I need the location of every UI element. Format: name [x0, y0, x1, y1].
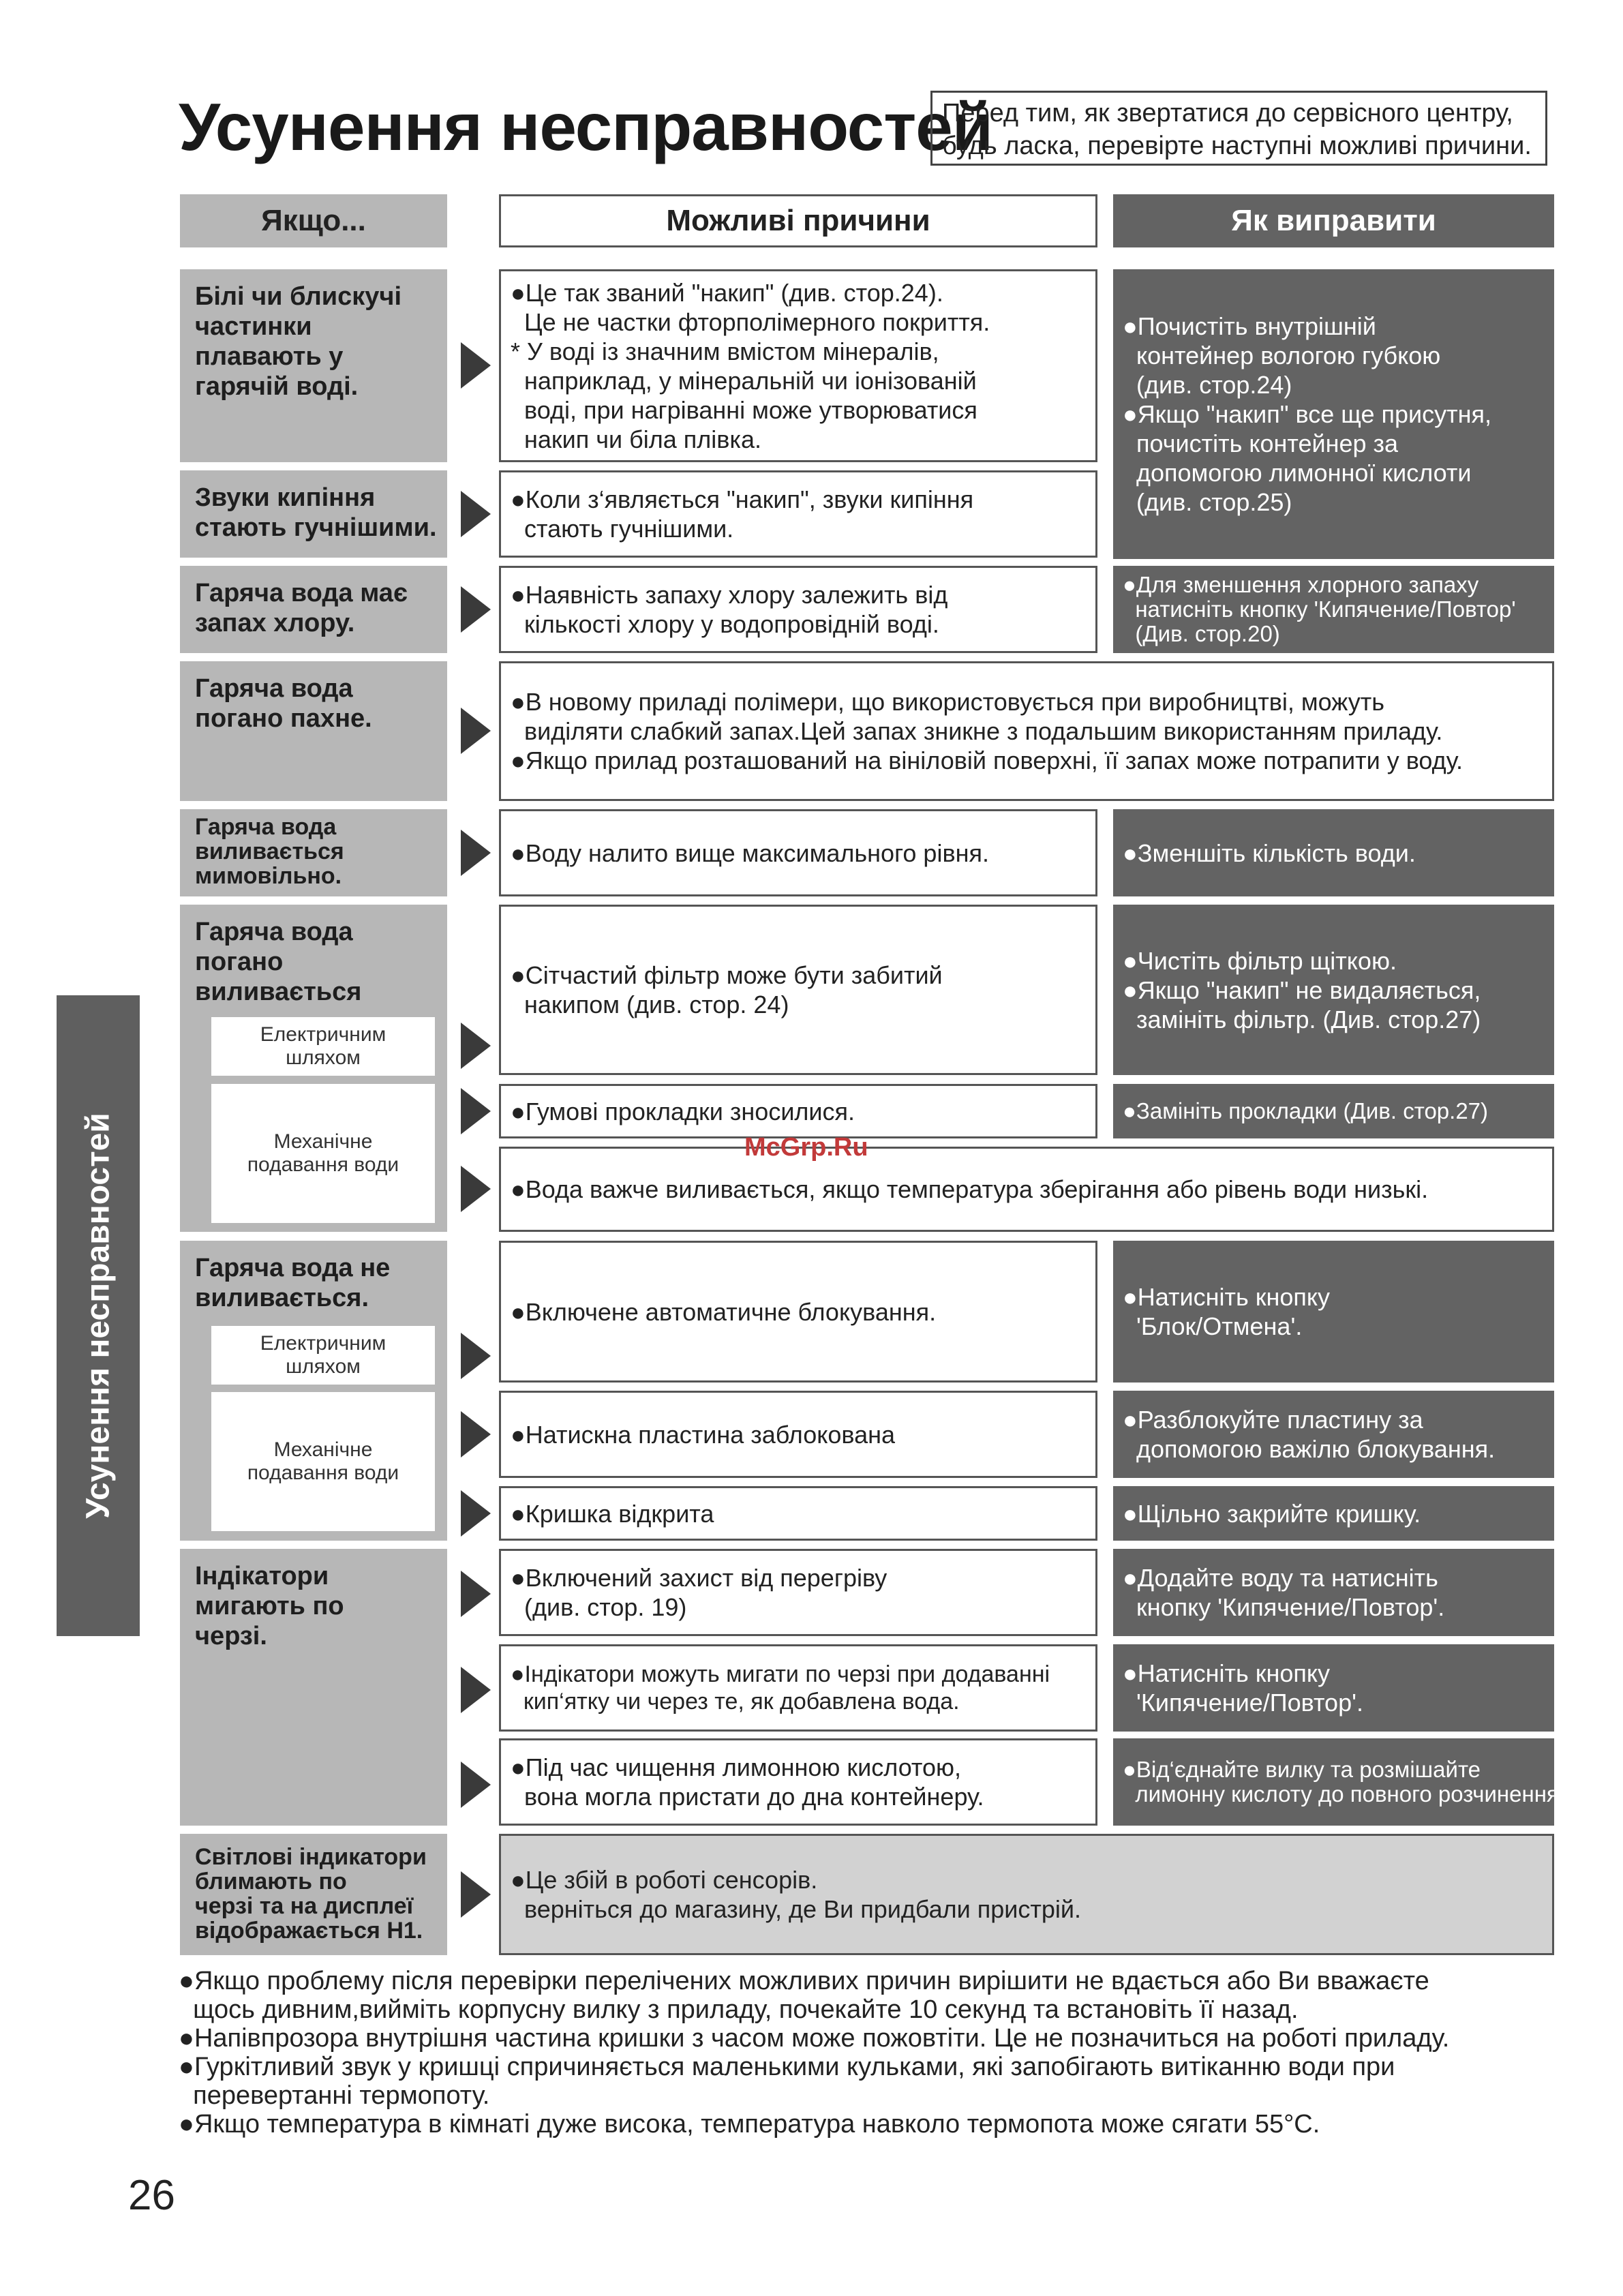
cause-boiling-water-added [499, 1644, 1097, 1732]
cause-line: ●Кришка відкрита [511, 1499, 714, 1528]
fix-line: замініть фільтр. (Див. стор.27) [1123, 1005, 1481, 1033]
note-line: ●Якщо температура в кімнаті дуже висока, температура навколо термопота може сягати 55°C. [179, 2110, 1320, 2139]
side-tab-label: Усунення несправностей [80, 1113, 117, 1519]
problem-line: Білі чи блискучі [195, 282, 402, 311]
arrow-right-icon [461, 830, 491, 876]
cause-line: стають гучнішими. [511, 515, 734, 543]
fix-line: ●Щільно закрийте кришку. [1123, 1499, 1421, 1528]
sub-manual-dispense [211, 1392, 435, 1531]
problem-line: відображається H1. [195, 1918, 423, 1944]
cause-gaskets-worn [499, 1084, 1097, 1138]
cause-line: ●Індікатори можуть мигати по черзі при додаванні [511, 1661, 1050, 1687]
fix-unlock-plate [1113, 1391, 1554, 1478]
cause-line: ●Включений захист від перегріву [511, 1564, 888, 1592]
fix-press-lock-button [1113, 1241, 1554, 1383]
fix-line: 'Блок/Отмена'. [1123, 1312, 1303, 1340]
problem-line: гарячій воді. [195, 372, 359, 401]
fix-line: ●Натисніть кнопку [1123, 1283, 1330, 1311]
fix-line: допомогою важілю блокування. [1123, 1435, 1496, 1463]
sub-electric-dispense [211, 1326, 435, 1385]
fix-line: (див. стор.24) [1123, 371, 1292, 399]
fix-line: ●Від‘єднайте вилку та розмішайте [1123, 1757, 1481, 1782]
fix-line: ●Почистіть внутрішній [1123, 312, 1376, 340]
arrow-right-icon [461, 1411, 491, 1457]
problem-h1-display [180, 1834, 447, 1955]
problem-line: Звуки кипіння [195, 483, 376, 512]
fix-line: ●Додайте воду та натисніть [1123, 1564, 1438, 1592]
cause-lid-open [499, 1486, 1097, 1541]
problem-line: стають гучнішими. [195, 513, 437, 542]
arrow-right-icon [461, 1762, 491, 1808]
fix-close-lid [1113, 1486, 1554, 1541]
cause-line: накип чи біла плівка. [511, 425, 761, 453]
intro-box [930, 91, 1547, 166]
cause-line: ●Під час чищення лимонною кислотою, [511, 1753, 962, 1781]
sub-line: подавання води [247, 1462, 399, 1484]
footnotes [179, 1967, 1562, 2139]
problem-line: Гаряча вода [195, 674, 353, 703]
intro-line: Перед тим, як звертатися до сервісного центру, [942, 99, 1513, 127]
problem-louder-boiling [180, 470, 447, 558]
arrow-right-icon [461, 1571, 491, 1617]
fix-line: лимонну кислоту до повного розчинення. [1123, 1781, 1565, 1807]
cause-line: накипом (див. стор. 24) [511, 991, 789, 1018]
fix-clean-filter [1113, 905, 1554, 1075]
cause-line: воді, при нагріванні може утворюватися [511, 395, 977, 424]
arrow-right-icon [461, 1166, 491, 1212]
problem-line: мигають по [195, 1592, 344, 1620]
cause-citric-acid [499, 1738, 1097, 1826]
fix-line: ●Замініть прокладки (Див. стор.27) [1123, 1098, 1489, 1123]
problem-line: Світлові індикатори [195, 1844, 427, 1870]
fix-press-reboil [1113, 1644, 1554, 1732]
cause-line: наприклад, у мінеральній чи іонізованій [511, 366, 977, 395]
cause-line: ●Включене автоматичне блокування. [511, 1297, 937, 1326]
cause-filter-clogged [499, 905, 1097, 1075]
watermark: McGrp.Ru [744, 1133, 868, 1162]
intro-line: будь ласка, перевірте наступні можливі причини. [942, 132, 1532, 160]
sub-line: шляхом [286, 1046, 361, 1069]
fix-line: кнопку 'Кипячение/Повтор'. [1123, 1593, 1445, 1621]
problem-line: плавають у [195, 342, 344, 371]
fix-line: ●Натисніть кнопку [1123, 1659, 1330, 1687]
arrow-right-icon [461, 491, 491, 537]
problem-chlorine-smell [180, 566, 447, 653]
problem-line: виливається [195, 978, 362, 1006]
cause-plate-locked [499, 1391, 1097, 1478]
fix-dissolve-citric-acid [1113, 1738, 1565, 1826]
fix-line: ●Зменшіть кількість води. [1123, 839, 1416, 867]
cause-line: Це не частки фторполімерного покриття. [511, 307, 990, 336]
sub-line: подавання води [247, 1153, 399, 1176]
problem-line: частинки [195, 312, 312, 341]
sub-manual-dispense [211, 1084, 435, 1223]
sub-line: Механічне [273, 1130, 373, 1153]
fix-replace-gaskets [1113, 1084, 1554, 1138]
note-line: перевертанні термопоту. [179, 2081, 490, 2110]
page-number: 26 [128, 2172, 175, 2219]
note-line: щось дивним,вийміть корпусну вилку з приладу, почекайте 10 секунд та встановіть її назад. [179, 1995, 1299, 2024]
arrow-right-icon [461, 1490, 491, 1537]
cause-low-temperature [499, 1147, 1554, 1232]
cause-chlorine [499, 566, 1097, 653]
cause-line: кип‘ятку чи через те, як добавлена вода. [511, 1689, 960, 1715]
fix-line: почистіть контейнер за [1123, 429, 1399, 457]
cause-line: ●Натискна пластина заблокована [511, 1420, 896, 1449]
side-tab [57, 995, 140, 1636]
fix-line: ●Якщо "накип" не видаляється, [1123, 976, 1481, 1004]
arrow-right-icon [461, 708, 491, 754]
cause-line: кількості хлору у водопровідній воді. [511, 610, 939, 638]
cause-line: ●Сітчастий фільтр може бути забитий [511, 961, 943, 989]
fix-line: (див. стор.25) [1123, 488, 1292, 516]
problem-line: Індікатори [195, 1562, 329, 1590]
problem-line: Гаряча вода має [195, 579, 408, 607]
problem-line: черзі. [195, 1622, 267, 1650]
cause-auto-lock [499, 1241, 1097, 1383]
cause-limescale [499, 269, 1097, 462]
problem-line: запах хлору. [195, 609, 355, 637]
fix-line: (Див. стор.20) [1123, 621, 1280, 646]
note-line: ●Напівпрозора внутрішня частина кришки з часом може пожовтіти. Це не позначиться на роботі приладу. [179, 2024, 1450, 2053]
fix-line: натисніть кнопку 'Кипячение/Повтор' [1123, 596, 1516, 622]
sub-line: Електричним [260, 1023, 386, 1046]
problem-white-particles [180, 269, 447, 462]
header-if: Якщо... [180, 194, 447, 247]
fix-clean-container [1113, 269, 1554, 559]
arrow-right-icon [461, 1871, 491, 1918]
cause-sensor-failure [499, 1834, 1554, 1955]
note-line: ●Якщо проблему після перевірки перелічених можливих причин вирішити не вдається або Ви вважаєте [179, 1967, 1429, 1995]
problem-line: погано пахне. [195, 704, 372, 733]
cause-overfilled [499, 809, 1097, 896]
sub-line: Механічне [273, 1438, 373, 1461]
fix-line: ●Чистіть фільтр щіткою. [1123, 946, 1397, 975]
cause-line: ●Наявність запаху хлору залежить від [511, 581, 948, 609]
fix-add-water [1113, 1549, 1554, 1636]
cause-line: ●В новому приладі полімери, що використовується при виробництві, можуть [511, 688, 1385, 716]
arrow-right-icon [461, 1667, 491, 1713]
cause-polymer-smell [499, 661, 1554, 801]
problem-line: погано [195, 948, 284, 976]
note-line: ●Гуркітливий звук у кришці спричиняється маленькими кульками, які запобігають витіканню води при [179, 2053, 1395, 2081]
problem-line: Гаряча вода не [195, 1254, 391, 1282]
fix-reduce-water [1113, 809, 1554, 896]
problem-line: Гаряча вода [195, 918, 353, 946]
cause-line: ●Це так званий "накип" (див. стор.24). [511, 278, 943, 307]
cause-line: ●Коли з‘являється "накип", звуки кипіння [511, 485, 974, 513]
fix-line: контейнер вологою губкою [1123, 342, 1441, 369]
problem-line: мимовільно. [195, 863, 342, 889]
arrow-right-icon [461, 342, 491, 389]
cause-line: виділяти слабкий запах.Цей запах зникне з подальшим використанням приладу. [511, 717, 1443, 745]
problem-line: виливається. [195, 1284, 369, 1312]
fix-line: 'Кипячение/Повтор'. [1123, 1689, 1363, 1717]
fix-line: допомогою лимонної кислоти [1123, 459, 1472, 487]
cause-line: верніться до магазину, де Ви придбали пристрій. [511, 1895, 1081, 1923]
fix-line: ●Для зменшення хлорного запаху [1123, 572, 1479, 597]
page-title: Усунення несправностей [179, 89, 993, 164]
arrow-right-icon [461, 1023, 491, 1069]
header-fix: Як виправити [1113, 194, 1554, 247]
cause-line: * У воді із значним вмістом мінералів, [511, 337, 939, 365]
cause-line: вона могла пристати до дна контейнеру. [511, 1783, 984, 1811]
problem-line: виливається [195, 839, 344, 864]
cause-boiling-sound [499, 470, 1097, 558]
cause-overheat-protection [499, 1549, 1097, 1636]
cause-line: ●Це збій в роботі сенсорів. [511, 1866, 818, 1894]
arrow-right-icon [461, 586, 491, 633]
cause-line: ●Гумові прокладки зносилися. [511, 1097, 855, 1126]
header-causes: Можливі причини [499, 194, 1097, 247]
fix-line: ●Разблокуйте пластину за [1123, 1406, 1423, 1434]
problem-spontaneous-pour [180, 809, 447, 896]
cause-line: ●Якщо прилад розташований на вініловій поверхні, її запах може потрапити у воду. [511, 746, 1463, 774]
problem-line: Гаряча вода [195, 814, 337, 840]
problem-indicators-blink [180, 1549, 447, 1826]
problem-line: черзі та на дисплеї [195, 1893, 414, 1919]
sub-line: шляхом [286, 1355, 361, 1378]
problem-bad-smell [180, 661, 447, 801]
sub-electric-dispense [211, 1017, 435, 1076]
cause-line: ●Воду налито вище максимального рівня. [511, 839, 989, 867]
sub-line: Електричним [260, 1332, 386, 1355]
cause-line: (див. стор. 19) [511, 1593, 687, 1621]
arrow-right-icon [461, 1333, 491, 1379]
cause-line: ●Вода важче виливається, якщо температура зберігання або рівень води низькі. [511, 1175, 1429, 1203]
arrow-right-icon [461, 1088, 491, 1134]
fix-line: ●Якщо "накип" все ще присутня, [1123, 400, 1492, 428]
problem-line: блимають по [195, 1869, 347, 1894]
fix-reboil [1113, 566, 1554, 653]
